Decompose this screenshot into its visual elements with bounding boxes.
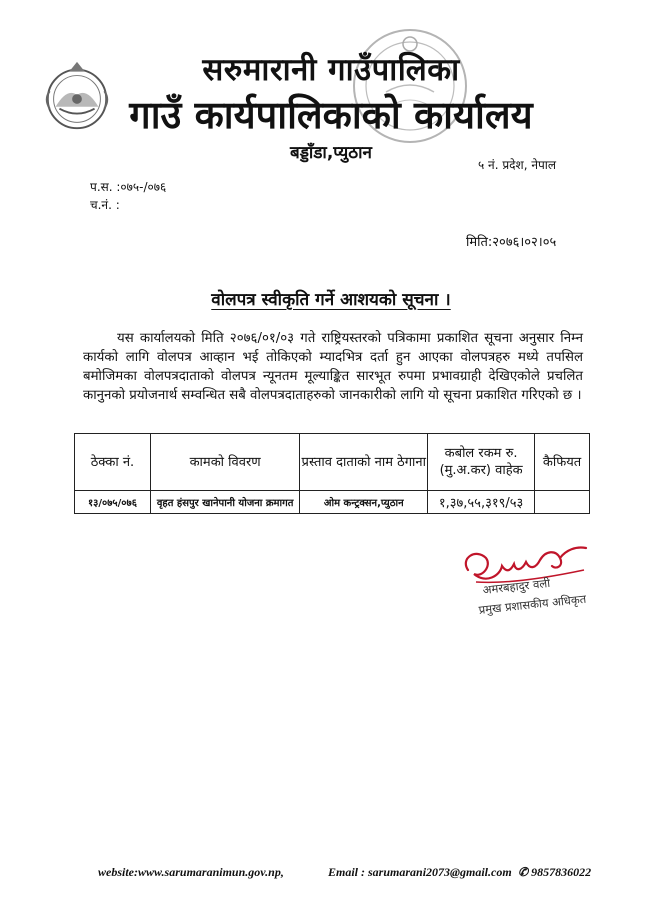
table-row [75,491,590,514]
office-name: गाउँ कार्यपालिकाको कार्यालय [129,93,533,137]
col-amount: कबोल रकम रु. (मु.अ.कर) वाहेक [428,434,535,491]
footer-website: website:www.sarumaranimun.gov.np, [98,865,284,879]
notice-subject [0,287,662,310]
notice-date: मिति:२०७६।०२।०५ [466,235,557,250]
footer-phone [518,865,591,880]
cell-amount: १,३७,५५,३१९/५३ [428,491,535,514]
letter-ref-number: प.स. :०७५-/०७६ [90,180,167,194]
col-description: कामको विवरण [150,434,300,491]
municipality-name: सरुमारानी गाउँपालिका [202,52,460,88]
col-remarks: कैफियत [535,434,590,491]
footer-email: Email : sarumarani2073@gmail.com [328,865,512,879]
phone-icon: ✆ [518,865,529,879]
notice-subject-text: वोलपत्र स्वीकृति गर्ने आशयको सूचना । [211,290,451,310]
notice-body: यस कार्यालयको मिति २०७६/०१/०३ गते राष्ट्रियस्तरको पत्रिकामा प्रकाशित सूचना अनुसार निम्न कार्यको लागि वोलपत्र आव्हान भई तोकिएको म्यादभित्र दर्ता हुन आएका वोलपत्रहरु मध्ये तपसिल बमोजिमका वोलपत्रदाताको वोलपत्र न्यूनतम मूल्याङ्कित सारभूत रुपमा प्रभावग्राही देखिएकोले प्रचलित कानुनको प्रयोजनार्थ सम्वन्धित सबै वोलपत्रदाताहरुको जानकारीको लागि यो सूचना प्रकाशित गरिएको छ । [83,331,583,403]
signatory-title: प्रमुख प्रशासकीय अधिकृत [478,591,587,617]
cell-contract-no: १३/०७५/०७६ [75,491,151,514]
col-contract-no: ठेक्का नं. [75,434,151,491]
table-header-row [75,434,590,491]
province-label: ५ नं. प्रदेश, नेपाल [478,158,557,172]
office-address: बड्डाँडा,प्युठान [290,143,372,163]
footer-phone-number: 9857836022 [531,865,592,879]
cell-bidder: ओम कन्ट्रक्सन,प्युठान [300,491,428,514]
col-bidder: प्रस्ताव दाताको नाम ठेगाना [300,434,428,491]
cell-remarks [535,491,590,514]
dispatch-number: च.नं. : [90,198,120,212]
bid-table [74,433,590,514]
signatory-name: अमरबहादुर वली [482,575,551,597]
cell-description: वृहत हंसपुर खानेपानी योजना क्रमागत [150,491,300,514]
